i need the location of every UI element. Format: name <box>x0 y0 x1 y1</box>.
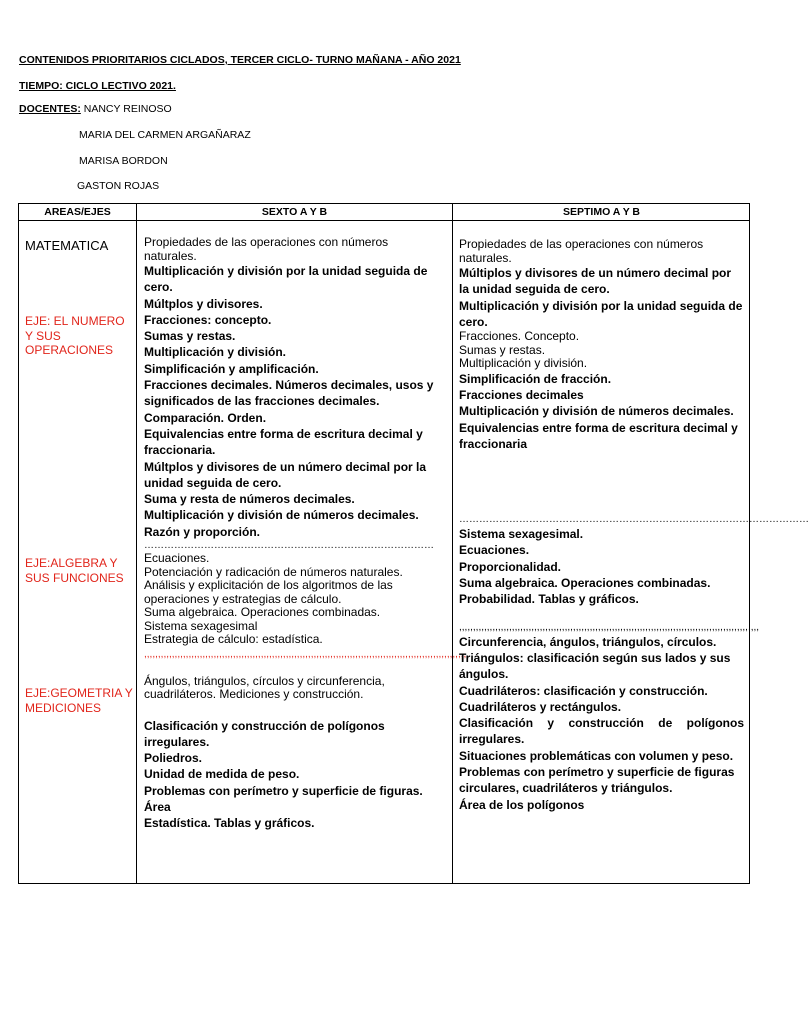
list-item: Multiplicación y división. <box>459 356 588 371</box>
list-item: Suma algebraica. Operaciones combinadas. <box>144 605 381 620</box>
tiempo-line: TIEMPO: CICLO LECTIVO 2021. <box>19 80 176 92</box>
list-item: Propiedades de las operaciones con números naturales. <box>459 237 704 265</box>
list-item: Sumas y restas. <box>144 329 236 344</box>
list-item: Fracciones: concepto. <box>144 312 272 327</box>
list-item: Cuadriláteros: clasificación y construcción. <box>459 683 708 698</box>
list-item: Razón y proporción. <box>144 524 261 539</box>
separator-commas: ,,,,,,,,,,,,,,,,,,,,,,,,,,,,,,,,,,,,,,,,,,,,,,,,,,,,,,,,,,,,,,,,,,,,,,,,,,,,,,,,,,,,,,,,,,,,,,,,,,,,,,,,,,,, <box>459 621 760 633</box>
sexto-content <box>144 235 467 832</box>
docente-name: MARISA BORDON <box>79 155 168 167</box>
list-item: Propiedades de las operaciones con números naturales. <box>144 235 389 263</box>
list-item: Problemas con perímetro y superficie de figuras circulares, cuadriláteros y triángulos. <box>459 765 735 796</box>
eje-numero-label: EJE: EL NUMERO Y SUS OPERACIONES <box>25 314 125 357</box>
list-item: Equivalencias entre forma de escritura decimal y fraccionaria. <box>144 426 423 458</box>
list-item: Fracciones. Concepto. <box>459 329 580 344</box>
list-item: Clasificación y construcción de polígonos irregulares. <box>144 718 385 749</box>
docente-name: MARIA DEL CARMEN ARGAÑARAZ <box>79 129 251 141</box>
column-divider <box>136 204 137 883</box>
column-divider <box>452 204 453 883</box>
list-item: Suma y resta de números decimales. <box>144 492 355 507</box>
list-item: Unidad de medida de peso. <box>144 767 300 782</box>
document-title: CONTENIDOS PRIORITARIOS CICLADOS, TERCER CICLO- TURNO MAÑANA - AÑO 2021 <box>19 54 461 66</box>
header-divider <box>19 220 749 221</box>
list-item: Sistema sexagesimal. <box>459 527 584 542</box>
list-item: Simplificación y amplificación. <box>144 361 319 376</box>
list-item: Multiplicación y división de números decimales. <box>144 508 419 523</box>
docentes-line <box>19 103 172 115</box>
list-item: Circunferencia, ángulos, triángulos, círculos. <box>459 634 717 649</box>
list-item: Proporcionalidad. <box>459 559 562 574</box>
list-item: Fracciones decimales. Números decimales, usos y significados de las fracciones decimales. <box>144 378 434 409</box>
list-item: Simplificación de fracción. <box>459 371 612 386</box>
list-item: Cuadriláteros y rectángulos. <box>459 699 622 714</box>
list-item: Fracciones decimales <box>459 387 584 402</box>
list-item: Múltplos y divisores de un número decimal por la unidad seguida de cero. <box>144 459 427 490</box>
separator-dots: …………………………………………………………………………… <box>144 540 434 552</box>
content-table <box>18 203 809 884</box>
header-septimo: SEPTIMO A Y B <box>562 206 641 218</box>
list-item: Suma algebraica. Operaciones combinadas. <box>459 576 711 591</box>
list-item: Poliedros. <box>144 751 203 766</box>
list-item: Multiplicación y división de números decimales. <box>459 404 734 419</box>
header-sexto: SEXTO A Y B <box>261 206 328 218</box>
list-item: Sistema sexagesimal <box>144 618 258 633</box>
list-item: Situaciones problemáticas con volumen y peso. <box>459 748 734 763</box>
septimo-content <box>459 237 809 813</box>
list-item: Ángulos, triángulos, círculos y circunferencia, cuadriláteros. Mediciones y construcción. <box>144 673 385 702</box>
list-item: Multiplicación y división. <box>144 345 287 360</box>
list-item: Análisis y explicitación de los algoritmos de las operaciones y estrategias de cálculo. <box>144 578 393 606</box>
list-item: Estadística. Tablas y gráficos. <box>144 816 315 831</box>
list-item: Equivalencias entre forma de escritura decimal y fraccionaria <box>459 420 738 451</box>
separator-commas: ,,,,,,,,,,,,,,,,,,,,,,,,,,,,,,,,,,,,,,,,,,,,,,,,,,,,,,,,,,,,,,,,,,,,,,,,,,,,,,,,,,,,,,,,,,,,,,,,,,,,,,,,,,,,,,,,,,,, <box>144 648 467 660</box>
docente-name: NANCY REINOSO <box>83 103 172 115</box>
eje-geometria-label: EJE:GEOMETRIA Y MEDICIONES <box>25 686 133 715</box>
separator-dots: …………………………………………………………………………………………… <box>459 514 809 526</box>
list-item: Multiplicación y división por la unidad seguida de cero. <box>144 264 428 295</box>
list-item: Potenciación y radicación de números naturales. <box>144 564 403 579</box>
list-item: Sumas y restas. <box>459 342 546 357</box>
list-item: Triángulos: clasificación según sus lados y sus ángulos. <box>459 650 731 682</box>
list-item: Ecuaciones. <box>459 543 530 558</box>
docentes-label: DOCENTES: <box>19 103 81 115</box>
list-item: Área de los polígonos <box>459 797 585 812</box>
list-item: Ecuaciones. <box>144 551 210 566</box>
docente-name: GASTON ROJAS <box>77 180 160 192</box>
list-item: Múltiplos y divisores de un número decimal por la unidad seguida de cero. <box>459 266 732 297</box>
header-areas: AREAS/EJES <box>44 206 111 218</box>
list-item: Multiplicación y división por la unidad seguida de cero. <box>459 298 743 329</box>
list-item: Área <box>144 800 171 815</box>
list-item: Problemas con perímetro y superficie de figuras. <box>144 783 423 798</box>
list-item: Comparación. Orden. <box>144 410 267 425</box>
subject-label: MATEMATICA <box>25 238 109 253</box>
list-item: Probabilidad. Tablas y gráficos. <box>459 592 639 607</box>
list-item: Clasificación y construcción de polígonos irregulares. <box>459 716 744 747</box>
list-item: Múltplos y divisores. <box>144 296 263 311</box>
eje-algebra-label: EJE:ALGEBRA Y SUS FUNCIONES <box>25 556 124 585</box>
list-item: Estrategia de cálculo: estadística. <box>144 632 323 647</box>
